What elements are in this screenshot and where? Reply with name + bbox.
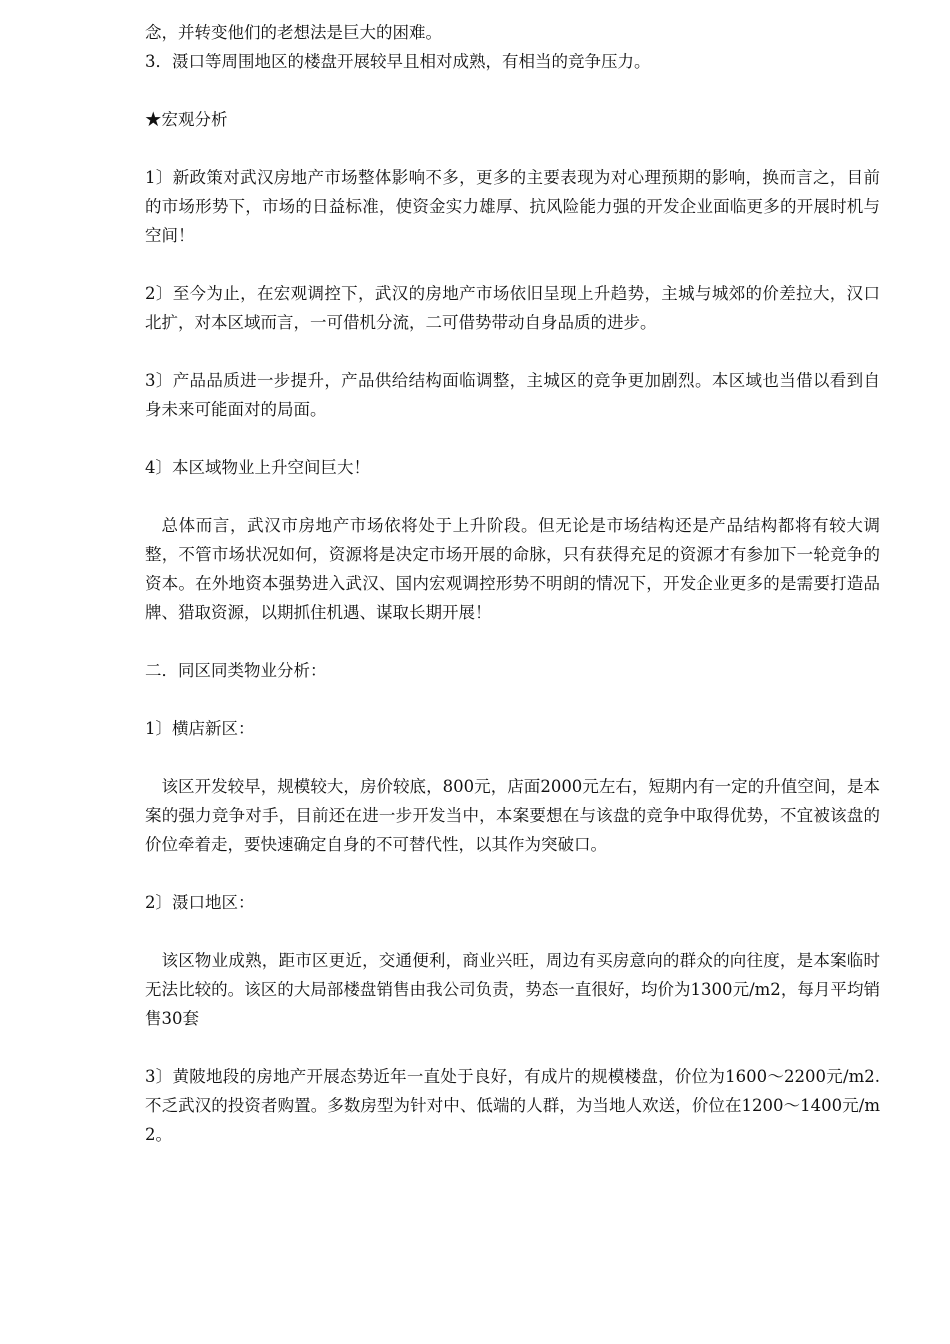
competitor-heading-hengdian: 1〕横店新区： [145,719,255,738]
section-heading-competitor-analysis: 二．同区同类物业分析： [145,661,327,680]
paragraph-continuation: 念，并转变他们的老想法是巨大的困难。 [145,23,442,42]
section-heading-macro-analysis: ★宏观分析 [145,110,228,129]
paragraph-point-3: 3．滠口等周围地区的楼盘开展较早且相对成熟，有相当的竞争压力。 [145,52,651,71]
competitor-heading-shekou: 2〕滠口地区： [145,893,255,912]
macro-item-1: 1〕新政策对武汉房地产市场整体影响不多，更多的主要表现为对心理预期的影响，换而言之，目前的市场形势下，市场的日益标准，使资金实力雄厚、抗风险能力强的开发企业面临更多的开展时机与空间！ [145,168,880,245]
macro-item-3: 3〕产品品质进一步提升，产品供给结构面临调整，主城区的竞争更加剧烈。本区域也当借以看到自身未来可能面对的局面。 [145,371,880,419]
competitor-body-shekou: 该区物业成熟，距市区更近，交通便利，商业兴旺，周边有买房意向的群众的向往度，是本案临时无法比较的。该区的大局部楼盘销售由我公司负责，势态一直很好，均价为1300元/m2，每月平均销售30套 [145,951,880,1028]
macro-item-4: 4〕本区域物业上升空间巨大！ [145,458,370,477]
competitor-body-hengdian: 该区开发较早，规模较大，房价较底，800元，店面2000元左右，短期内有一定的升值空间，是本案的强力竞争对手，目前还在进一步开发当中，本案要想在与该盘的竞争中取得优势，不宜被该盘的价位牵着走，要快速确定自身的不可替代性，以其作为突破口。 [145,777,880,854]
competitor-item-huangpi: 3〕黄陂地段的房地产开展态势近年一直处于良好，有成片的规模楼盘，价位为1600～2200元/m2.不乏武汉的投资者购置。多数房型为针对中、低端的人群，为当地人欢送，价位在1200～1400元/m2。 [145,1067,880,1144]
macro-summary: 总体而言，武汉市房地产市场依将处于上升阶段。但无论是市场结构还是产品结构都将有较大调整，不管市场状况如何，资源将是决定市场开展的命脉，只有获得充足的资源才有参加下一轮竞争的资本。在外地资本强势进入武汉、国内宏观调控形势不明朗的情况下，开发企业更多的是需要打造品牌、猎取资源，以期抓住机遇、谋取长期开展！ [145,516,880,622]
macro-item-2: 2〕至今为止，在宏观调控下，武汉的房地产市场依旧呈现上升趋势，主城与城郊的价差拉大，汉口北扩，对本区域而言，一可借机分流，二可借势带动自身品质的进步。 [145,284,880,332]
document-page [145,18,880,1149]
